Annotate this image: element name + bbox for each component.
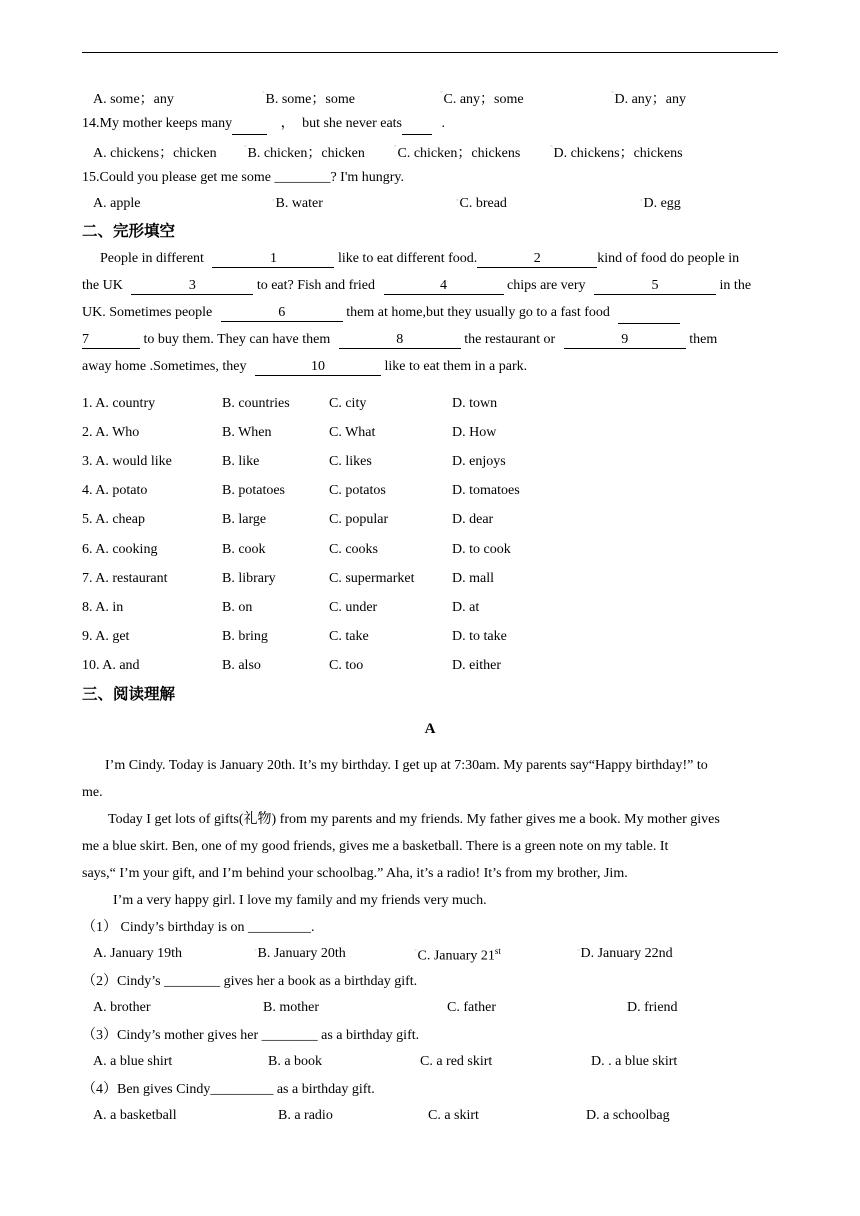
passage-paragraph-1: I’m Cindy. Today is January 20th. It’s my birthday. I get up at 7:30am. My parents say“Happy birthday!” to xyxy=(105,758,708,773)
rq3-option-d[interactable]: D. . a blue skirt xyxy=(591,1054,678,1069)
cloze-text: to eat? Fish and fried xyxy=(253,278,379,293)
option-marker-icon: ◦ xyxy=(640,196,643,204)
option-a[interactable]: 4. A. potato xyxy=(82,483,148,498)
q14-option-b-text: B. chicken；chicken xyxy=(247,146,365,161)
question-15: 15.Could you please get me some ________? I'm hungry. xyxy=(82,170,405,185)
option-d[interactable]: D. mall xyxy=(452,571,494,586)
rq3-option-c[interactable]: C. a red skirt xyxy=(420,1054,493,1069)
rq2-option-b[interactable]: B. mother xyxy=(263,1000,319,1015)
option-b[interactable]: B. bring xyxy=(222,629,268,644)
option-d[interactable]: D. to take xyxy=(452,629,507,644)
option-marker-icon: ◦ xyxy=(456,196,459,204)
option-b[interactable]: B. library xyxy=(222,571,276,586)
cloze-text: them xyxy=(685,332,718,347)
option-a[interactable]: 1. A. country xyxy=(82,396,156,411)
cloze-text: in the xyxy=(716,278,752,293)
q14-text-mid: but she never eats xyxy=(302,116,403,131)
reading-question-1: （1） Cindy’s birthday is on _________. xyxy=(82,920,315,935)
rq2-option-a[interactable]: A. brother xyxy=(93,1000,151,1015)
q15-option-b[interactable] xyxy=(272,196,323,212)
rq1-option-a[interactable]: A. January 19th xyxy=(93,946,183,961)
rq4-option-b[interactable]: B. a radio xyxy=(278,1108,333,1123)
q13-option-d-text: D. any；any xyxy=(614,92,687,107)
option-marker-icon: ◦ xyxy=(272,196,275,204)
rq1-option-d-text: D. January 22nd xyxy=(580,946,673,961)
option-d[interactable]: D. tomatoes xyxy=(452,483,520,498)
q13-option-a[interactable]: A. some；any xyxy=(93,92,174,107)
option-b[interactable]: B. like xyxy=(222,454,260,469)
cloze-text: like to eat them in a park. xyxy=(380,359,528,374)
passage-paragraph-3: I’m a very happy girl. I love my family and my friends very much. xyxy=(113,893,487,908)
cloze-blank-1[interactable]: 1 xyxy=(212,251,334,268)
q14-blank-2[interactable] xyxy=(402,114,432,135)
option-b[interactable]: B. countries xyxy=(222,396,290,411)
q14-option-a[interactable]: A. chickens；chicken xyxy=(93,146,217,161)
q14-option-c-text: C. chicken；chickens xyxy=(397,146,521,161)
question-14 xyxy=(82,114,445,134)
option-c[interactable]: C. under xyxy=(329,600,378,615)
q13-option-c[interactable] xyxy=(440,88,524,108)
passage-paragraph-2: Today I get lots of gifts(礼物) from my parents and my friends. My father gives me a book. My mother gives xyxy=(108,812,720,827)
option-b[interactable]: B. potatoes xyxy=(222,483,285,498)
option-marker-icon: ◦ xyxy=(440,88,443,96)
cloze-text: UK. Sometimes people xyxy=(82,305,216,320)
q15-option-c-text: C. bread xyxy=(459,196,507,211)
option-marker-icon: ◦ xyxy=(611,88,614,96)
rq2-option-c[interactable]: C. father xyxy=(447,1000,496,1015)
option-marker-icon: ◦ xyxy=(394,142,397,150)
option-marker-icon: ◦ xyxy=(577,946,580,954)
header-rule xyxy=(82,52,778,53)
option-c[interactable]: C. too xyxy=(329,658,364,673)
option-c[interactable]: C. popular xyxy=(329,512,389,527)
cloze-blank-4[interactable]: 4 xyxy=(384,278,504,295)
option-a[interactable]: 8. A. in xyxy=(82,600,124,615)
reading-question-3: （3）Cindy’s mother gives her ________ as a birthday gift. xyxy=(82,1028,420,1043)
section-2-heading: 二、完形填空 xyxy=(82,222,176,240)
option-d[interactable]: D. How xyxy=(452,425,497,440)
cloze-blank-6[interactable]: 6 xyxy=(221,305,343,322)
cloze-text: the restaurant or xyxy=(460,332,559,347)
rq2-option-d[interactable]: D. friend xyxy=(627,1000,678,1015)
option-a[interactable]: 3. A. would like xyxy=(82,454,172,469)
cloze-line-2 xyxy=(82,276,751,296)
cloze-text: like to eat different food. xyxy=(334,251,478,266)
q15-option-a[interactable]: A. apple xyxy=(93,196,141,211)
cloze-blank-5[interactable]: 5 xyxy=(594,278,716,295)
option-a[interactable]: 5. A. cheap xyxy=(82,512,145,527)
rq1-option-b[interactable] xyxy=(254,946,346,962)
option-c[interactable]: C. take xyxy=(329,629,369,644)
option-c[interactable]: C. cooks xyxy=(329,542,378,557)
q14-option-d[interactable] xyxy=(550,142,683,162)
cloze-text: them at home,but they usually go to a fast food xyxy=(342,305,614,320)
cloze-blank-8[interactable]: 8 xyxy=(339,332,461,349)
option-d[interactable]: D. enjoys xyxy=(452,454,506,469)
q14-option-c[interactable] xyxy=(394,142,520,162)
q14-comma: ， xyxy=(280,116,295,131)
cloze-line-1 xyxy=(100,249,739,269)
rq1-option-c-text: C. January 21 xyxy=(417,948,495,964)
q13-option-d[interactable] xyxy=(611,88,686,108)
cloze-line-5 xyxy=(82,357,527,377)
cloze-line-3 xyxy=(82,303,680,323)
q13-option-b-text: B. some；some xyxy=(265,92,355,107)
reading-question-2: （2）Cindy’s ________ gives her a book as a birthday gift. xyxy=(82,974,418,989)
q14-option-d-text: D. chickens；chickens xyxy=(553,146,683,161)
option-c[interactable]: C. What xyxy=(329,425,376,440)
section-3-heading: 三、阅读理解 xyxy=(82,685,176,703)
rq1-option-d[interactable] xyxy=(577,946,673,962)
cloze-blank-7-start[interactable] xyxy=(618,303,680,324)
option-marker-icon: ◦ xyxy=(550,142,553,150)
rq3-option-b[interactable]: B. a book xyxy=(268,1054,323,1069)
q13-option-b[interactable] xyxy=(262,88,355,108)
q14-blank-1[interactable] xyxy=(232,114,267,135)
option-a[interactable]: 6. A. cooking xyxy=(82,542,158,557)
rq4-option-c[interactable]: C. a skirt xyxy=(428,1108,479,1123)
option-a[interactable]: 9. A. get xyxy=(82,629,130,644)
option-c[interactable]: C. potatos xyxy=(329,483,386,498)
passage-title: A xyxy=(424,721,436,737)
cloze-line-4 xyxy=(82,330,717,350)
option-a[interactable]: 7. A. restaurant xyxy=(82,571,168,586)
cloze-blank-3[interactable]: 3 xyxy=(131,278,253,295)
q15-option-d[interactable] xyxy=(640,196,681,212)
q14-text-start: 14.My mother keeps many xyxy=(82,116,233,131)
q13-option-c-text: C. any；some xyxy=(443,92,524,107)
option-d[interactable]: D. dear xyxy=(452,512,494,527)
option-d[interactable]: D. at xyxy=(452,600,480,615)
option-marker-icon: ◦ xyxy=(262,88,265,96)
q15-option-d-text: D. egg xyxy=(643,196,681,211)
option-b[interactable]: B. also xyxy=(222,658,261,673)
option-a[interactable]: 10. A. and xyxy=(82,658,140,673)
option-c[interactable]: C. city xyxy=(329,396,367,411)
cloze-blank-10[interactable]: 10 xyxy=(255,359,381,376)
rq1-option-c[interactable] xyxy=(414,946,501,965)
option-c[interactable]: C. likes xyxy=(329,454,372,469)
rq4-option-a[interactable]: A. a basketball xyxy=(93,1108,177,1123)
cloze-text: kind of food do people in xyxy=(597,251,740,266)
passage-paragraph-2-cont: says,“ I’m your gift, and I’m behind your schoolbag.” Aha, it’s a radio! It’s from my brother, Jim. xyxy=(82,866,628,881)
q15-option-c[interactable] xyxy=(456,196,507,212)
option-b[interactable]: B. cook xyxy=(222,542,266,557)
option-c[interactable]: C. supermarket xyxy=(329,571,415,586)
option-d[interactable]: D. town xyxy=(452,396,498,411)
rq4-option-d[interactable]: D. a schoolbag xyxy=(586,1108,670,1123)
option-b[interactable]: B. When xyxy=(222,425,272,440)
option-b[interactable]: B. on xyxy=(222,600,253,615)
rq3-option-a[interactable]: A. a blue shirt xyxy=(93,1054,173,1069)
cloze-text: away home .Sometimes, they xyxy=(82,359,250,374)
ordinal-suffix: st xyxy=(494,946,501,956)
option-marker-icon: ◦ xyxy=(414,946,417,954)
cloze-text: People in different xyxy=(100,251,208,266)
cloze-text: the UK xyxy=(82,278,127,293)
passage-paragraph-1-cont: me. xyxy=(82,785,103,800)
reading-question-4: （4）Ben gives Cindy_________ as a birthday gift. xyxy=(82,1082,375,1097)
cloze-blank-7[interactable]: 7 xyxy=(82,332,140,349)
cloze-text: to buy them. They can have them xyxy=(140,332,334,347)
q15-option-b-text: B. water xyxy=(275,196,323,211)
option-b[interactable]: B. large xyxy=(222,512,267,527)
option-d[interactable]: D. either xyxy=(452,658,501,673)
q14-option-b[interactable] xyxy=(244,142,365,162)
option-d[interactable]: D. to cook xyxy=(452,542,511,557)
passage-paragraph-2-cont: me a blue skirt. Ben, one of my good friends, gives me a basketball. There is a green note on my table. It xyxy=(82,839,669,854)
option-marker-icon: ◦ xyxy=(244,142,247,150)
q14-period: . xyxy=(441,116,446,131)
rq1-option-b-text: B. January 20th xyxy=(257,946,346,961)
cloze-blank-9[interactable]: 9 xyxy=(564,332,686,349)
cloze-blank-2[interactable]: 2 xyxy=(477,251,597,268)
cloze-text: chips are very xyxy=(503,278,590,293)
option-a[interactable]: 2. A. Who xyxy=(82,425,140,440)
option-marker-icon: ◦ xyxy=(254,946,257,954)
